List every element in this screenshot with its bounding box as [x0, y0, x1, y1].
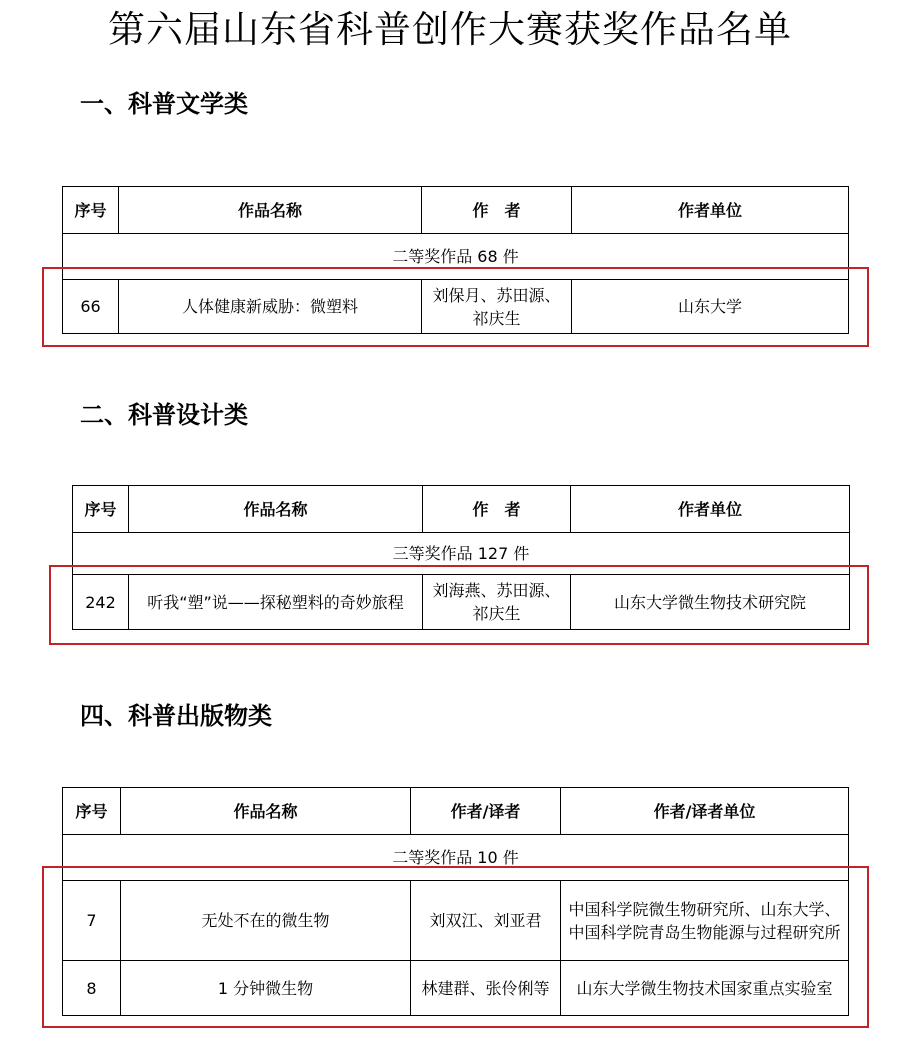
column-header-unit: 作者单位 — [571, 486, 850, 533]
table-row — [73, 575, 850, 630]
column-header-name: 作品名称 — [119, 187, 422, 234]
column-header-no: 序号 — [73, 486, 129, 533]
column-header-unit: 作者/译者单位 — [561, 788, 849, 835]
row-unit: 中国科学院微生物研究所、山东大学、中国科学院青岛生物能源与过程研究所 — [561, 881, 849, 961]
column-header-unit: 作者单位 — [572, 187, 849, 234]
row-author: 刘保月、苏田源、祁庆生 — [422, 280, 572, 334]
row-unit: 山东大学微生物技术国家重点实验室 — [561, 961, 849, 1016]
column-header-author: 作 者 — [423, 486, 571, 533]
row-author: 刘双江、刘亚君 — [411, 881, 561, 961]
row-unit: 山东大学 — [572, 280, 849, 334]
table-row — [63, 280, 849, 334]
section-heading-publication: 四、科普出版物类 — [80, 702, 272, 730]
row-no: 242 — [73, 575, 129, 630]
row-author: 林建群、张伶俐等 — [411, 961, 561, 1016]
design-award-table — [72, 485, 850, 630]
page-title: 第六届山东省科普创作大赛获奖作品名单 — [108, 8, 792, 51]
award-group-label: 三等奖作品 127 件 — [73, 533, 850, 575]
publication-award-table — [62, 787, 849, 1016]
table-row — [63, 881, 849, 961]
column-header-no: 序号 — [63, 187, 119, 234]
column-header-author: 作者/译者 — [411, 788, 561, 835]
section-heading-design: 二、科普设计类 — [80, 401, 248, 429]
row-no: 7 — [63, 881, 121, 961]
column-header-name: 作品名称 — [129, 486, 423, 533]
section-heading-literature: 一、科普文学类 — [80, 90, 248, 118]
column-header-no: 序号 — [63, 788, 121, 835]
row-work-name: 听我“塑”说——探秘塑料的奇妙旅程 — [129, 575, 423, 630]
row-unit: 山东大学微生物技术研究院 — [571, 575, 850, 630]
row-work-name: 1 分钟微生物 — [121, 961, 411, 1016]
award-group-label: 二等奖作品 10 件 — [63, 835, 849, 881]
row-no: 66 — [63, 280, 119, 334]
table-row — [63, 961, 849, 1016]
literature-award-table — [62, 186, 849, 334]
column-header-author: 作 者 — [422, 187, 572, 234]
award-group-label: 二等奖作品 68 件 — [63, 234, 849, 280]
row-work-name: 无处不在的微生物 — [121, 881, 411, 961]
row-no: 8 — [63, 961, 121, 1016]
row-work-name: 人体健康新威胁：微塑料 — [119, 280, 422, 334]
column-header-name: 作品名称 — [121, 788, 411, 835]
row-author: 刘海燕、苏田源、祁庆生 — [423, 575, 571, 630]
